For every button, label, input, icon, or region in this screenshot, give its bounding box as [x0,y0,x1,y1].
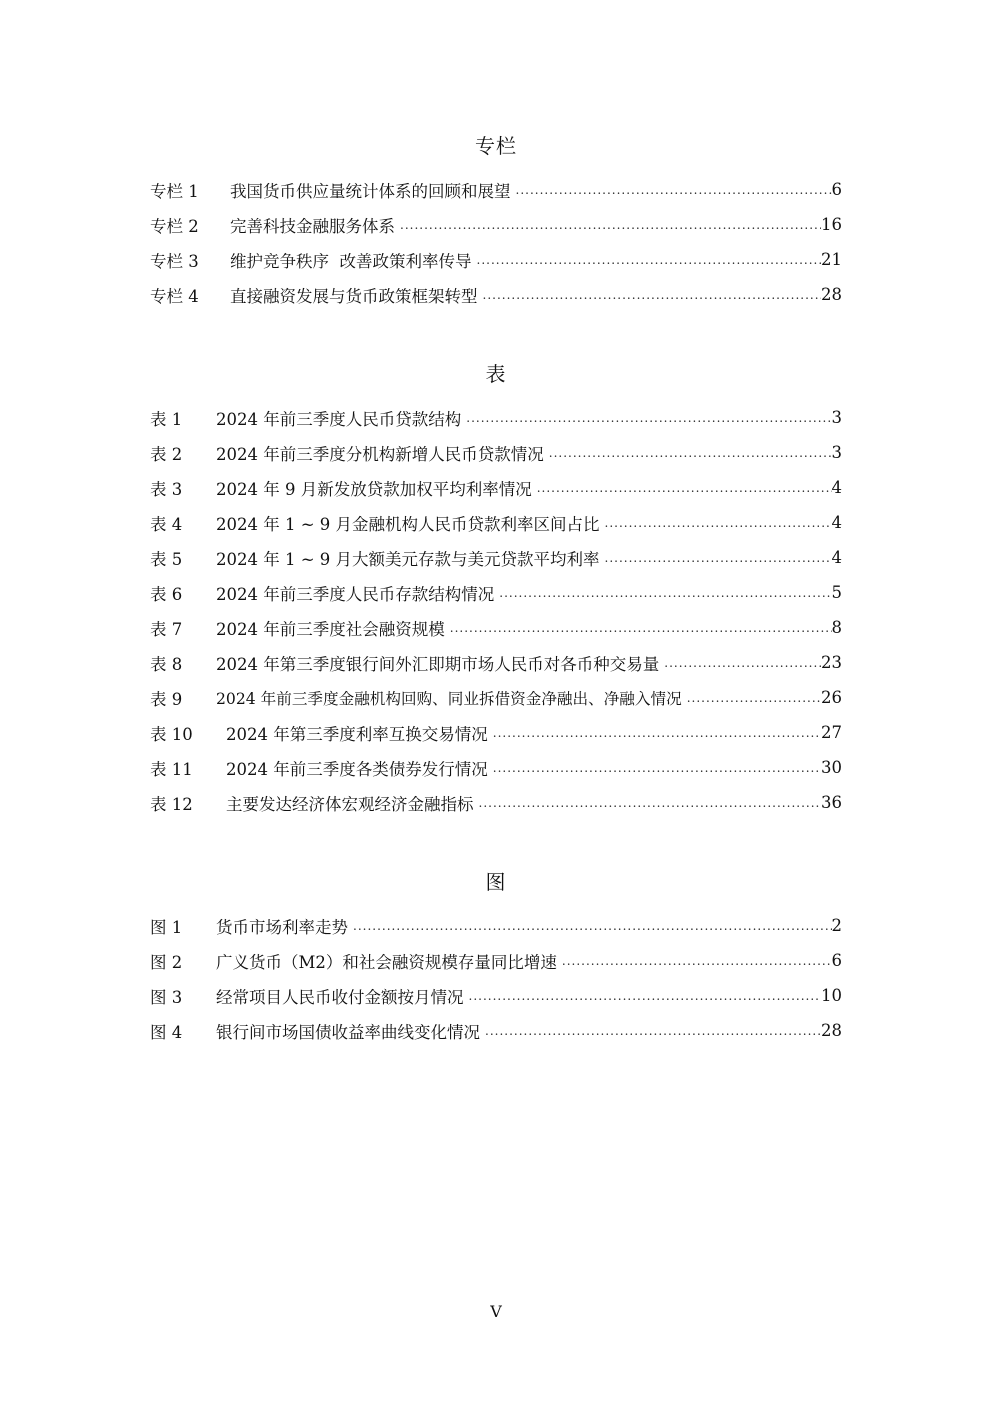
entry-page-number: 6 [831,180,842,199]
entry-label: 表 7 [150,619,183,639]
toc-entry-table-3[interactable] [150,470,842,505]
entry-title: 直接融资发展与货币政策框架转型 [230,286,478,306]
entry-page-number: 26 [821,688,842,707]
figures-section [150,868,842,1042]
toc-entry-table-11[interactable] [150,750,842,785]
entry-label: 专栏 3 [150,251,199,271]
dot-leader [474,250,822,270]
tables-section-title: 表 [485,362,507,386]
dot-leader [490,758,821,778]
dot-leader [496,583,831,603]
dot-leader [513,180,832,200]
toc-entry-column-2[interactable] [150,207,842,242]
entry-label: 表 8 [150,654,183,674]
entry-page-number: 5 [831,583,842,602]
toc-entry-table-6[interactable] [150,575,842,610]
toc-entry-table-5[interactable] [150,540,842,575]
toc-entry-column-4[interactable] [150,277,842,312]
entry-page-number: 16 [821,215,842,234]
entry-page-number: 8 [831,618,842,637]
toc-entry-table-10[interactable] [150,715,842,750]
entry-page-number: 23 [821,653,842,672]
dot-leader [476,793,822,813]
figures-section-title: 图 [485,870,507,894]
entry-label: 图 1 [150,917,183,937]
figures-entries [150,908,842,1048]
entry-label: 表 2 [150,444,183,464]
entry-title: 2024 年前三季度各类债券发行情况 [226,759,488,779]
entry-title: 完善科技金融服务体系 [230,216,395,236]
toc-entry-figure-2[interactable] [150,943,842,978]
toc-entry-table-2[interactable] [150,435,842,470]
entry-title: 2024 年前三季度分机构新增人民币贷款情况 [216,444,544,464]
entry-title: 银行间市场国债收益率曲线变化情况 [216,1022,480,1042]
dot-leader [482,1021,821,1041]
entry-label: 专栏 4 [150,286,199,306]
entry-label: 专栏 2 [150,216,199,236]
columns-entries [150,172,842,312]
dot-leader [602,513,832,533]
entry-title: 2024 年前三季度人民币贷款结构 [216,409,462,429]
dot-leader [463,408,831,428]
entry-title: 我国货币供应量统计体系的回顾和展望 [230,181,511,201]
toc-entry-table-12[interactable] [150,785,842,820]
entry-label: 表 10 [150,724,193,744]
entry-page-number: 30 [821,758,842,777]
toc-entry-table-9[interactable] [150,680,842,715]
entry-label: 表 12 [150,794,193,814]
dot-leader [684,688,821,708]
toc-entry-figure-3[interactable] [150,978,842,1013]
entry-title: 2024 年 9 月新发放贷款加权平均利率情况 [216,479,532,499]
entry-page-number: 10 [821,986,842,1005]
toc-entry-figure-1[interactable] [150,908,842,943]
entry-page-number: 27 [821,723,842,742]
entry-title: 货币市场利率走势 [216,917,348,937]
entry-label: 表 3 [150,479,183,499]
entry-page-number: 4 [831,548,842,567]
entry-label: 表 6 [150,584,183,604]
entry-label: 图 4 [150,1022,183,1042]
toc-entry-table-7[interactable] [150,610,842,645]
dot-leader [350,916,832,936]
entry-title: 2024 年前三季度人民币存款结构情况 [216,584,495,604]
dot-leader [559,951,832,971]
entry-title: 2024 年前三季度金融机构回购、同业拆借资金净融出、净融入情况 [216,689,682,708]
columns-section-title: 专栏 [475,134,517,158]
entry-page-number: 3 [831,408,842,427]
columns-section [150,132,842,306]
entry-label: 表 9 [150,689,183,709]
toc-entry-table-1[interactable] [150,400,842,435]
dot-leader [602,548,832,568]
entry-page-number: 36 [821,793,842,812]
entry-title: 2024 年 1 ~ 9 月金融机构人民币贷款利率区间占比 [216,514,600,534]
dot-leader [480,285,822,305]
entry-page-number: 4 [831,513,842,532]
dot-leader [534,478,832,498]
dot-leader [546,443,832,463]
page-number-footer: V [490,1302,502,1321]
toc-entry-table-8[interactable] [150,645,842,680]
toc-entry-table-4[interactable] [150,505,842,540]
entry-label: 表 11 [150,759,193,779]
tables-entries [150,400,842,820]
dot-leader [447,618,832,638]
toc-entry-column-1[interactable] [150,172,842,207]
entry-page-number: 21 [821,250,842,269]
dot-leader [397,215,821,235]
dot-leader [490,723,821,743]
entry-page-number: 6 [831,951,842,970]
entry-label: 图 3 [150,987,183,1007]
entry-page-number: 3 [831,443,842,462]
entry-title: 维护竞争秩序 改善政策利率传导 [230,251,472,271]
entry-page-number: 28 [821,1021,842,1040]
toc-entry-column-3[interactable] [150,242,842,277]
entry-title: 经常项目人民币收付金额按月情况 [216,987,464,1007]
entry-label: 表 4 [150,514,183,534]
toc-entry-figure-4[interactable] [150,1013,842,1048]
entry-title: 2024 年前三季度社会融资规模 [216,619,445,639]
entry-label: 专栏 1 [150,181,199,201]
entry-title: 2024 年 1 ~ 9 月大额美元存款与美元贷款平均利率 [216,549,600,569]
tables-section [150,360,842,814]
entry-page-number: 4 [831,478,842,497]
entry-label: 表 5 [150,549,183,569]
entry-page-number: 2 [831,916,842,935]
entry-title: 主要发达经济体宏观经济金融指标 [226,794,474,814]
dot-leader [661,653,821,673]
dot-leader [466,986,822,1006]
entry-label: 表 1 [150,409,183,429]
entry-title: 2024 年第三季度银行间外汇即期市场人民币对各币种交易量 [216,654,660,674]
entry-label: 图 2 [150,952,183,972]
entry-title: 广义货币（M2）和社会融资规模存量同比增速 [216,952,557,972]
entry-page-number: 28 [821,285,842,304]
entry-title: 2024 年第三季度利率互换交易情况 [226,724,488,744]
